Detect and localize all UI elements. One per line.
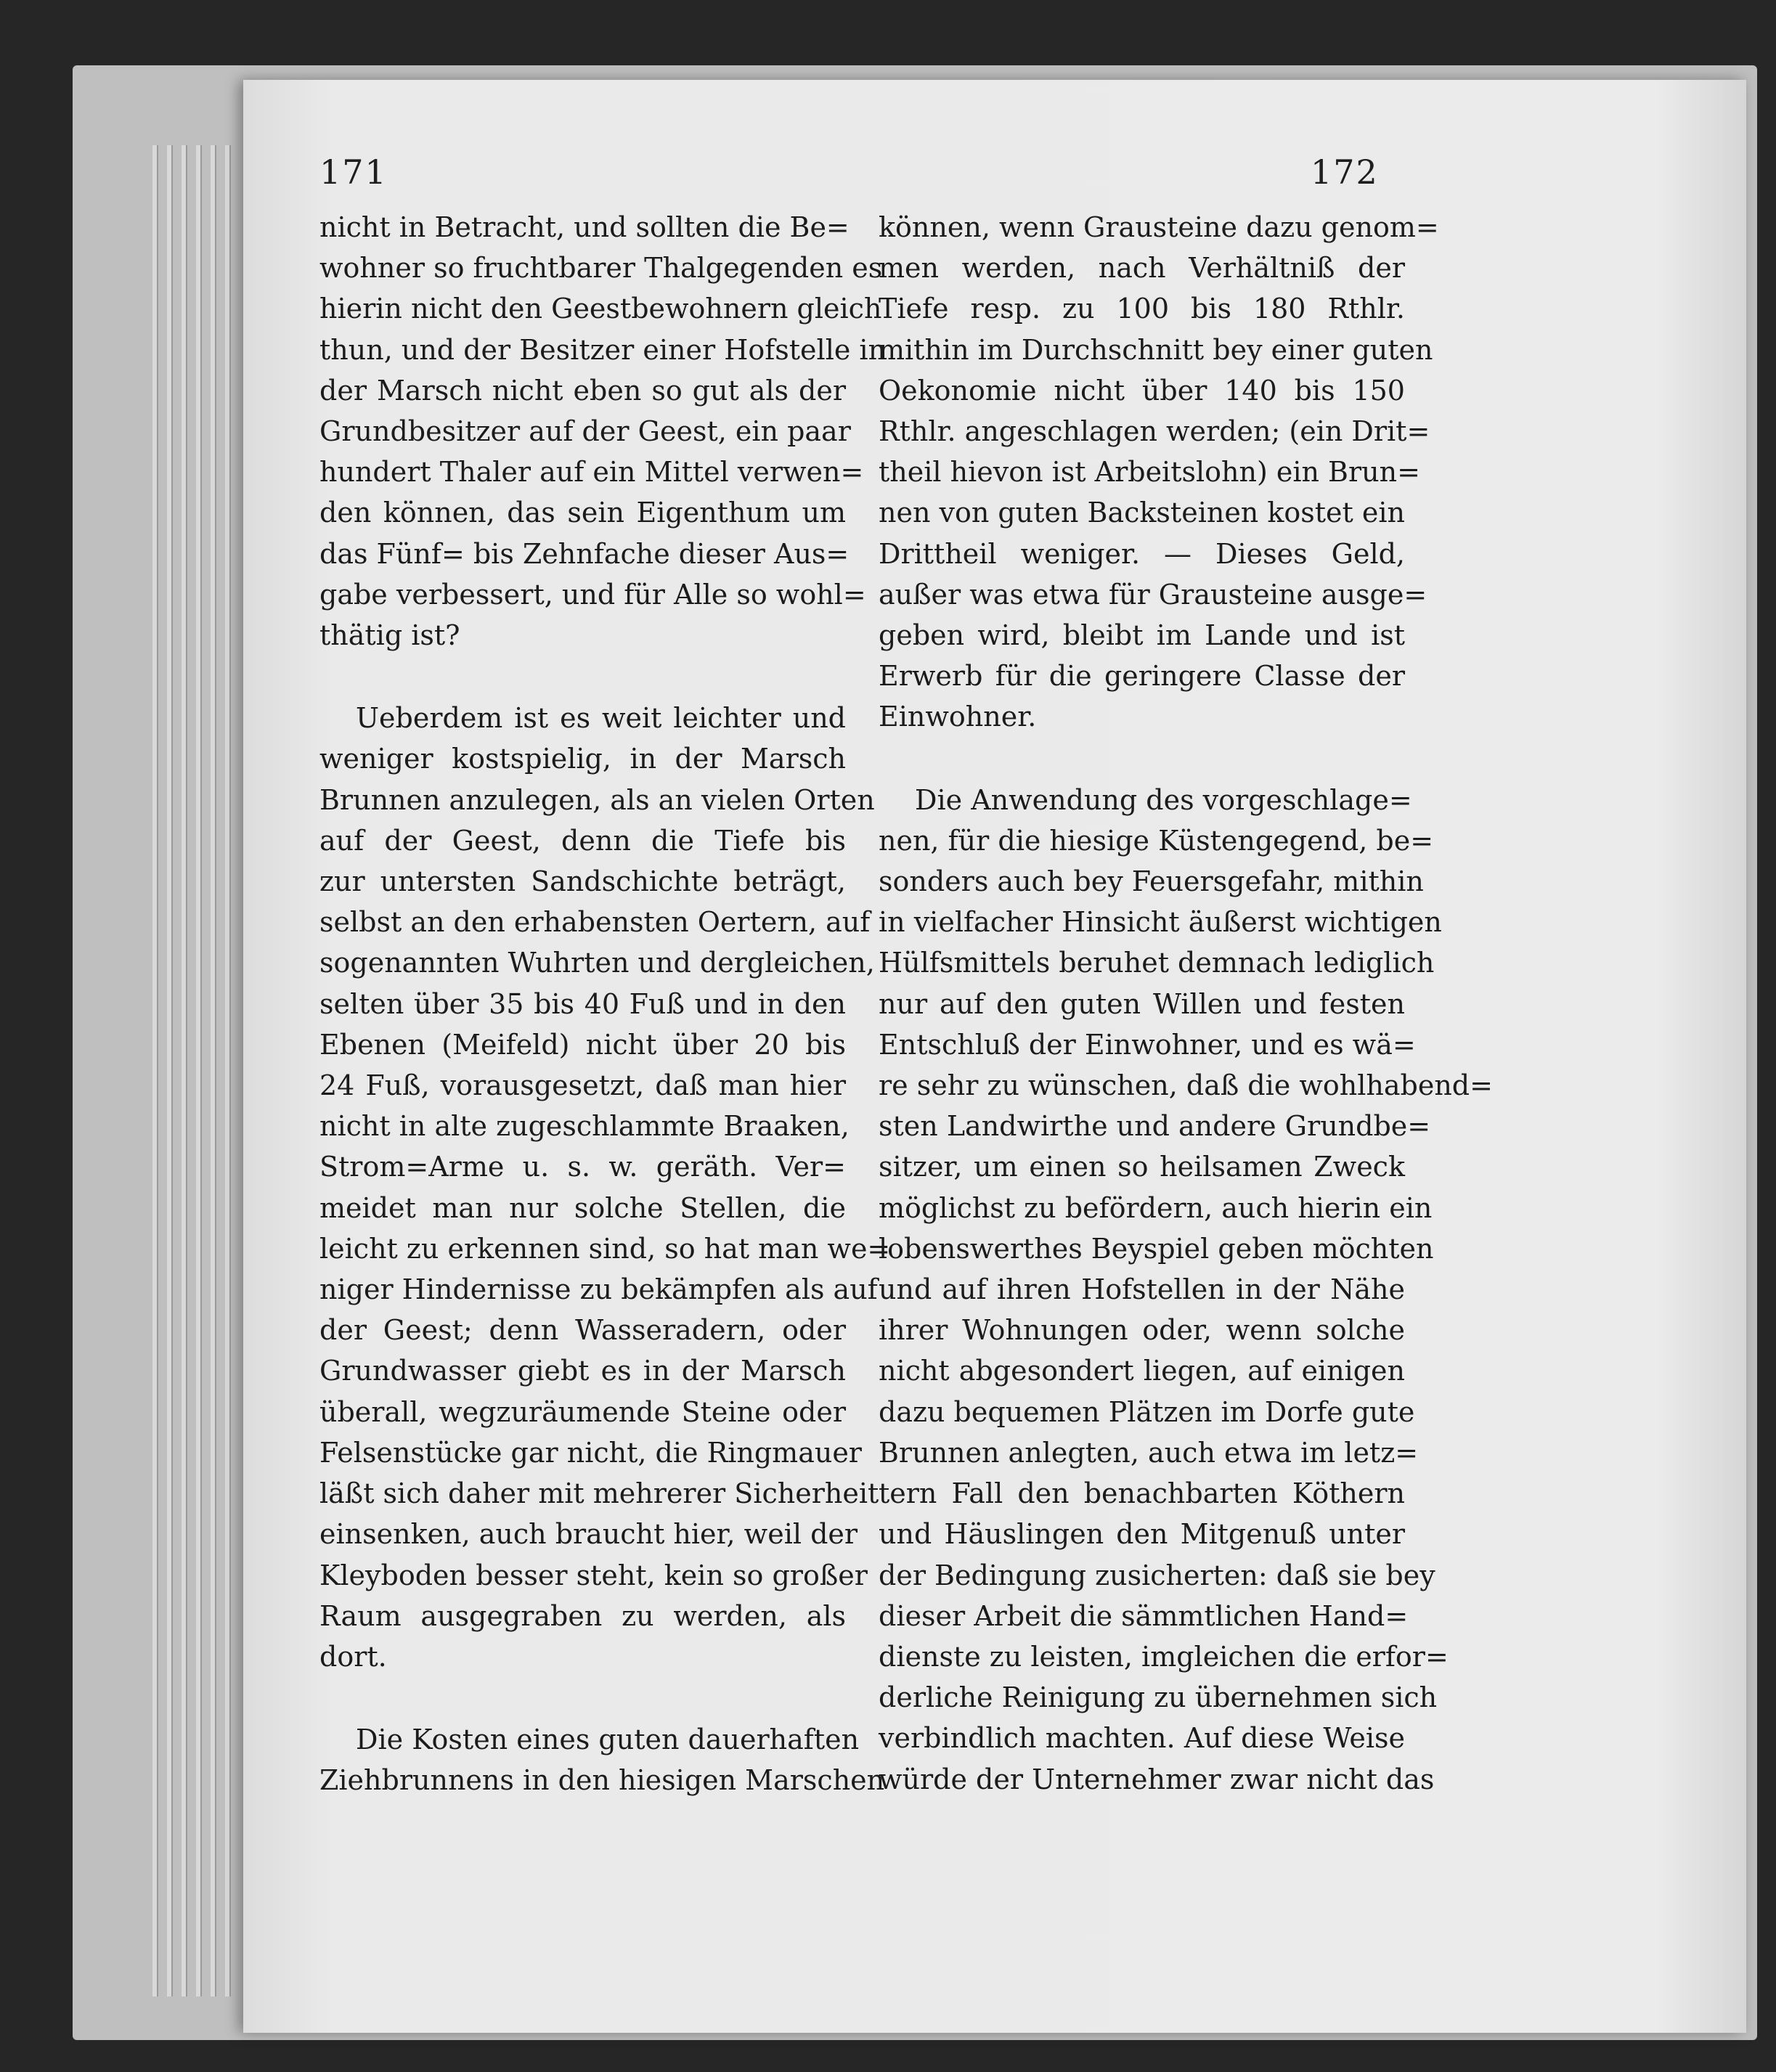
text-line: zur untersten Sandschichte beträgt,: [319, 865, 846, 898]
text-line: hundert Thaler auf ein Mittel verwen=: [319, 456, 864, 489]
text-line: sogenannten Wuhrten und dergleichen,: [319, 947, 875, 979]
text-line: Grundwasser giebt es in der Marsch: [319, 1355, 846, 1387]
text-line: wohner so fruchtbarer Thalgegenden es: [319, 252, 883, 285]
text-line: selbst an den erhabensten Oertern, auf: [319, 906, 871, 939]
text-line: sitzer, um einen so heilsamen Zweck: [879, 1151, 1405, 1183]
paragraph: [319, 1719, 885, 1800]
text-line: läßt sich daher mit mehrerer Sicherheit: [319, 1477, 879, 1510]
page-edge: [167, 145, 173, 1996]
text-line: Ebenen (Meifeld) nicht über 20 bis: [319, 1028, 846, 1061]
text-line: Die Kosten eines guten dauerhaften: [356, 1724, 860, 1756]
text-line: Ueberdem ist es weit leichter und: [356, 702, 846, 735]
text-line: in vielfacher Hinsicht äußerst wichtigen: [879, 906, 1442, 939]
text-line: mithin im Durchschnitt bey einer guten: [879, 333, 1433, 366]
text-line: Brunnen anlegten, auch etwa im letz=: [879, 1436, 1419, 1469]
text-line: der Marsch nicht eben so gut als der: [319, 374, 846, 407]
text-line: überall, wegzuräumende Steine oder: [319, 1395, 846, 1428]
text-line: ihrer Wohnungen oder, wenn solche: [879, 1314, 1405, 1347]
text-line: Hülfsmittels beruhet demnach lediglich: [879, 947, 1435, 979]
text-line: Ziehbrunnens in den hiesigen Marschen: [319, 1764, 885, 1797]
text-line: können, wenn Grausteine dazu genom=: [879, 211, 1439, 243]
text-line: dazu bequemen Plätzen im Dorfe gute: [879, 1395, 1415, 1428]
text-line: selten über 35 bis 40 Fuß und in den: [319, 987, 846, 1020]
page-number-left: 171: [319, 152, 388, 192]
page-edge: [225, 145, 231, 1996]
text-line: Rthlr. angeschlagen werden; (ein Drit=: [879, 415, 1430, 448]
text-line: tern Fall den benachbarten Köthern: [879, 1477, 1405, 1510]
text-line: dort.: [319, 1640, 387, 1673]
text-line: das Fünf= bis Zehnfache dieser Aus=: [319, 537, 850, 570]
text-line: nicht in alte zugeschlammte Braaken,: [319, 1110, 850, 1143]
text-line: Erwerb für die geringere Classe der: [879, 660, 1405, 693]
text-line: Einwohner.: [879, 701, 1037, 733]
text-line: theil hievon ist Arbeitslohn) ein Brun=: [879, 456, 1420, 489]
text-line: nen, für die hiesige Küstengegend, be=: [879, 824, 1434, 857]
text-line: Grundbesitzer auf der Geest, ein paar: [319, 415, 851, 448]
left-column: [319, 207, 891, 1801]
page-number-right: 172: [1311, 152, 1379, 192]
text-line: Raum ausgegraben zu werden, als: [319, 1599, 846, 1632]
text-line: lobenswerthes Beyspiel geben möchten: [879, 1232, 1434, 1265]
page-edge: [182, 145, 187, 1996]
text-line: der Bedingung zusicherten: daß sie bey: [879, 1559, 1435, 1591]
text-line: sonders auch bey Feuersgefahr, mithin: [879, 865, 1424, 898]
text-line: dieser Arbeit die sämmtlichen Hand=: [879, 1599, 1409, 1632]
text-line: gabe verbessert, und für Alle so wohl=: [319, 578, 866, 611]
paragraph: [319, 207, 887, 656]
text-line: und Häuslingen den Mitgenuß unter: [879, 1518, 1405, 1551]
text-line: Strom=Arme u. s. w. geräth. Ver=: [319, 1151, 846, 1183]
page-edge: [211, 145, 216, 1996]
text-line: einsenken, auch braucht hier, weil der: [319, 1518, 858, 1551]
right-column: [879, 207, 1493, 1800]
text-line: thun, und der Besitzer einer Hofstelle in: [319, 333, 887, 366]
text-line: nicht in Betracht, und sollten die Be=: [319, 211, 850, 243]
text-line: sten Landwirthe und andere Grundbe=: [879, 1110, 1431, 1143]
text-line: Brunnen anzulegen, als an vielen Orten: [319, 783, 875, 816]
text-line: würde der Unternehmer zwar nicht das: [879, 1763, 1435, 1795]
text-line: nur auf den guten Willen und festen: [879, 987, 1405, 1020]
page-edge: [152, 145, 158, 1996]
paragraph: [319, 698, 891, 1677]
text-line: auf der Geest, denn die Tiefe bis: [319, 824, 846, 857]
text-line: meidet man nur solche Stellen, die: [319, 1191, 846, 1224]
text-line: Oekonomie nicht über 140 bis 150: [879, 374, 1405, 407]
text-line: möglichst zu befördern, auch hierin ein: [879, 1191, 1433, 1224]
text-line: nen von guten Backsteinen kostet ein: [879, 497, 1405, 529]
text-line: leicht zu erkennen sind, so hat man we=: [319, 1232, 891, 1265]
text-line: Tiefe resp. zu 100 bis 180 Rthlr.: [879, 293, 1405, 325]
text-line: Kleyboden besser steht, kein so großer: [319, 1559, 868, 1591]
text-line: nicht abgesondert liegen, auf einigen: [879, 1355, 1405, 1387]
text-line: niger Hindernisse zu bekämpfen als auf: [319, 1273, 878, 1306]
text-line: weniger kostspielig, in der Marsch: [319, 743, 846, 775]
text-line: außer was etwa für Grausteine ausge=: [879, 578, 1427, 611]
text-line: re sehr zu wünschen, daß die wohlhabend=: [879, 1069, 1493, 1102]
text-line: 24 Fuß, vorausgesetzt, daß man hier: [319, 1069, 846, 1102]
text-line: men werden, nach Verhältniß der: [879, 252, 1405, 285]
text-line: der Geest; denn Wasseradern, oder: [319, 1314, 846, 1347]
text-line: Die Anwendung des vorgeschlage=: [915, 783, 1412, 816]
text-line: verbindlich machten. Auf diese Weise: [879, 1722, 1405, 1755]
text-line: Entschluß der Einwohner, und es wä=: [879, 1028, 1416, 1061]
text-line: dienste zu leisten, imgleichen die erfor=: [879, 1640, 1449, 1673]
text-line: und auf ihren Hofstellen in der Nähe: [879, 1273, 1405, 1306]
text-line: Felsenstücke gar nicht, die Ringmauer: [319, 1436, 862, 1469]
text-line: Drittheil weniger. — Dieses Geld,: [879, 537, 1405, 570]
text-line: thätig ist?: [319, 619, 460, 652]
text-line: derliche Reinigung zu übernehmen sich: [879, 1681, 1438, 1714]
text-line: den können, das sein Eigenthum um: [319, 497, 846, 529]
text-line: geben wird, bleibt im Lande und ist: [879, 619, 1405, 652]
page-edge: [196, 145, 202, 1996]
paragraph: [879, 780, 1493, 1800]
text-line: hierin nicht den Geestbewohnern gleich: [319, 293, 882, 325]
paragraph: [879, 207, 1439, 738]
